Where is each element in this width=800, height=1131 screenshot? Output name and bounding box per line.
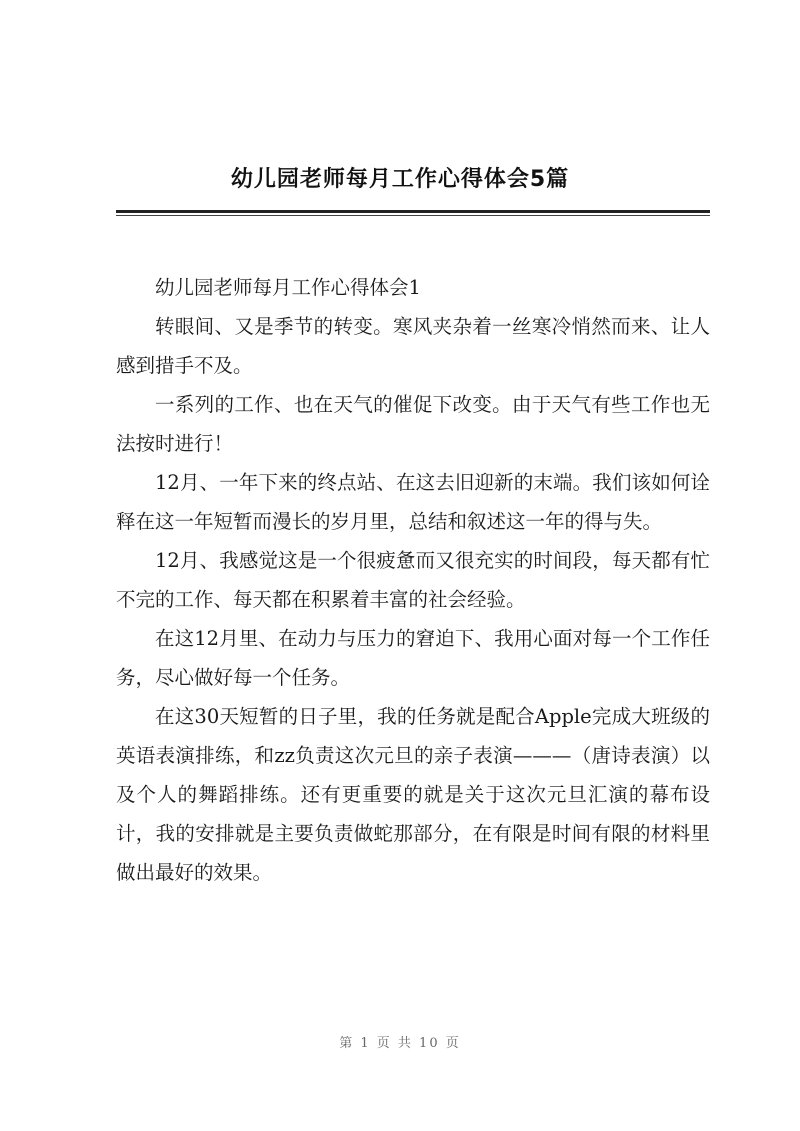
paragraph: 在这30天短暂的日子里，我的任务就是配合Apple完成大班级的英语表演排练，和zz负责这次元旦的亲子表演———（唐诗表演）以及个人的舞蹈排练。还有更重要的就是关于这次元旦汇演的幕布设计，我的安排就是主要负责做蛇那部分，在有限是时间有限的材料里做出最好的效果。 [116,705,710,884]
title-divider [116,210,710,213]
paragraph: 12月、一年下来的终点站、在这去旧迎新的末端。我们该如何诠释在这一年短暂而漫长的岁月里，总结和叙述这一年的得与失。 [116,471,710,533]
paragraph: 12月、我感觉这是一个很疲惫而又很充实的时间段，每天都有忙不完的工作、每天都在积累着丰富的社会经验。 [116,549,710,611]
paragraph: 一系列的工作、也在天气的催促下改变。由于天气有些工作也无法按时进行！ [116,393,710,455]
section-heading: 幼儿园老师每月工作心得体会1 [155,276,421,299]
document-title: 幼儿园老师每月工作心得体会5篇 [230,167,570,192]
title-divider-thin [116,215,710,216]
paragraph: 转眼间、又是季节的转变。寒风夹杂着一丝寒冷悄然而来、让人感到措手不及。 [116,315,710,377]
paragraph: 在这12月里、在动力与压力的窘迫下、我用心面对每一个工作任务，尽心做好每一个任务。 [116,627,710,689]
page-footer: 第 1 页 共 10 页 [339,1036,461,1051]
document-body [116,268,710,892]
